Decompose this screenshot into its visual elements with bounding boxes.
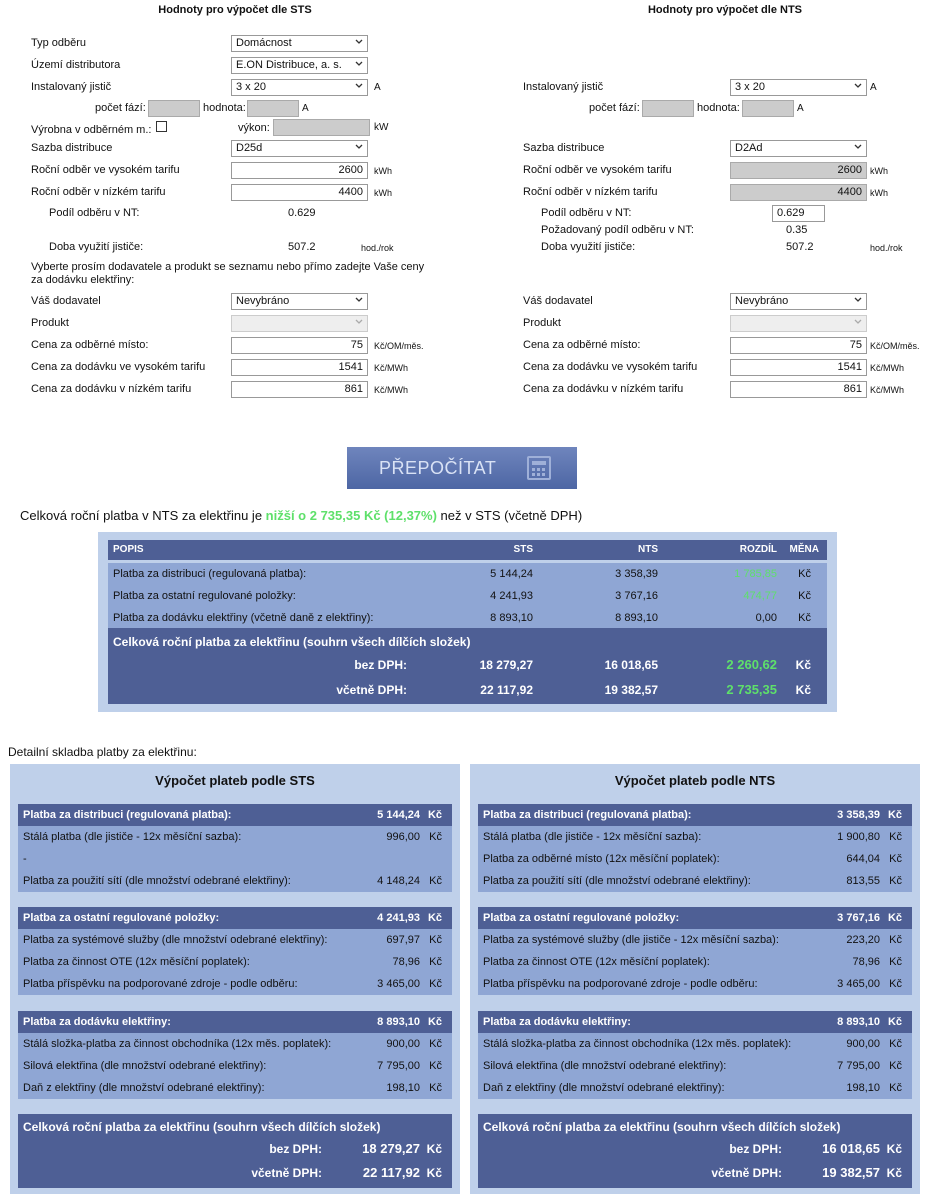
doba-value: 507.2: [288, 241, 316, 253]
summary-header: POPIS STS NTS ROZDÍL MĚNA: [108, 540, 827, 560]
detail-row: Daň z elektřiny (dle množství odebrané elektřiny): 198,10 Kč: [478, 1077, 912, 1099]
nt-label: Roční odběr v nízkém tarifu: [31, 186, 166, 198]
nts-detail-panel: [470, 764, 920, 1194]
nts-cena-vt-unit: Kč/MWh: [870, 363, 905, 373]
nts-jistic-unit: A: [870, 82, 877, 93]
nts-cena-om-unit: Kč/OM/měs.: [870, 341, 920, 351]
nts-hodnota-input[interactable]: [742, 100, 794, 117]
produkt-select[interactable]: [231, 315, 368, 332]
nts-doba-label: Doba využití jističe:: [541, 241, 636, 253]
cena-vt-unit: Kč/MWh: [374, 363, 409, 373]
nts-vt-unit: kWh: [870, 166, 888, 176]
chevron-down-icon: [355, 60, 363, 68]
panel-title: Výpočet plateb podle STS: [155, 773, 315, 788]
section-header: Platba za dodávku elektřiny: 8 893,10 Kč: [18, 1011, 452, 1033]
summary-row: Platba za dodávku elektřiny (včetně daně z elektřiny): 8 893,10 8 893,10 0,00 Kč: [108, 607, 827, 629]
detail-row: Platba příspěvku na podporované zdroje - podle odběru: 3 465,00 Kč: [18, 973, 452, 995]
detail-row: Platba za systémové služby (dle množství odebrané elektřiny): 697,97 Kč: [18, 929, 452, 951]
nts-nt-label: Roční odběr v nízkém tarifu: [523, 186, 658, 198]
nts-pocet-faz-input[interactable]: [642, 100, 694, 117]
vykon-unit: kW: [374, 122, 389, 133]
nts-pozad-value: 0.35: [786, 224, 808, 236]
sazba-select[interactable]: D25d: [231, 140, 368, 157]
section-header: Platba za ostatní regulované položky: 3 767,16 Kč: [478, 907, 912, 929]
prepocitat-label: PŘEPOČÍTAT: [379, 457, 497, 478]
detail-title: Detailní skladba platby za elektřinu:: [8, 745, 197, 759]
nts-cena-nt-label: Cena za dodávku v nízkém tarifu: [523, 383, 684, 395]
nts-dodavatel-select[interactable]: Nevybráno: [730, 293, 867, 310]
section-header: Platba za distribuci (regulovaná platba): 3 358,39 Kč: [478, 804, 912, 826]
sazba-label: Sazba distribuce: [31, 142, 113, 154]
uzemi-label: Území distributora: [31, 59, 121, 71]
produkt-label: Produkt: [31, 317, 69, 329]
nts-cena-nt-input[interactable]: 861: [730, 381, 867, 398]
cena-om-unit: Kč/OM/měs.: [374, 341, 424, 351]
nts-hodnota-label: hodnota:: [697, 102, 740, 114]
panel-title: Výpočet plateb podle NTS: [614, 773, 776, 788]
supplier-note: Vyberte prosím dodavatele a produkt se seznamu nebo přímo zadejte Vaše ceny za dodávku elektřiny:: [31, 261, 425, 286]
nts-dodavatel-label: Váš dodavatel: [523, 295, 593, 307]
section-header: Platba za dodávku elektřiny: 8 893,10 Kč: [478, 1011, 912, 1033]
chevron-down-icon: [355, 318, 363, 326]
detail-row: Stálá složka-platba za činnost obchodníka (12x měs. poplatek): 900,00 Kč: [18, 1033, 452, 1055]
chevron-down-icon: [854, 296, 862, 304]
cena-vt-input[interactable]: 1541: [231, 359, 368, 376]
vt-input[interactable]: 2600: [231, 162, 368, 179]
vyrobna-checkbox[interactable]: [156, 121, 167, 132]
chevron-down-icon: [355, 38, 363, 46]
summary-total: Celková roční platba za elektřinu (souhrn všech dílčích složek) bez DPH: 18 279,27 16 018,65 2 260,62 Kč včetně DPH: 22 117,92 19 382,57 2 735,35 Kč: [108, 628, 827, 704]
nts-pocet-faz-label: počet fází:: [589, 102, 640, 114]
detail-row: Silová elektřina (dle množství odebrané elektřiny): 7 795,00 Kč: [478, 1055, 912, 1077]
hodnota-input[interactable]: [247, 100, 299, 117]
cena-om-label: Cena za odběrné místo:: [31, 339, 149, 351]
summary-table: [98, 532, 837, 712]
vykon-label: výkon:: [238, 122, 270, 134]
nts-cena-om-input[interactable]: 75: [730, 337, 867, 354]
jistic-unit: A: [374, 82, 381, 93]
detail-row: Platba za činnost OTE (12x měsíční poplatek): 78,96 Kč: [478, 951, 912, 973]
sts-header: Hodnoty pro výpočet dle STS: [158, 4, 312, 16]
detail-row: Platba za použití sítí (dle množství odebrané elektřiny): 813,55 Kč: [478, 870, 912, 892]
chevron-down-icon: [355, 82, 363, 90]
section-header: Platba za distribuci (regulovaná platba): 5 144,24 Kč: [18, 804, 452, 826]
detail-row: Stálá platba (dle jističe - 12x měsíční sazba): 996,00 Kč: [18, 826, 452, 848]
dodavatel-label: Váš dodavatel: [31, 295, 101, 307]
vyrobna-label: Výrobna v odběrném m.:: [31, 124, 152, 136]
nt-input[interactable]: 4400: [231, 184, 368, 201]
nts-doba-unit: hod./rok: [870, 243, 903, 253]
detail-row: Platba za použití sítí (dle množství odebrané elektřiny): 4 148,24 Kč: [18, 870, 452, 892]
panel-total: Celková roční platba za elektřinu (souhrn všech dílčích složek) bez DPH: 16 018,65 Kč včetně DPH: 19 382,57 Kč: [478, 1114, 912, 1188]
prepocitat-button[interactable]: [347, 447, 577, 489]
cena-vt-label: Cena za dodávku ve vysokém tarifu: [31, 361, 206, 373]
pocet-faz-label: počet fází:: [95, 102, 146, 114]
hodnota-label: hodnota:: [203, 102, 246, 114]
podil-label: Podíl odběru v NT:: [49, 207, 140, 219]
nts-podil-input[interactable]: 0.629: [772, 205, 825, 222]
nts-produkt-select[interactable]: [730, 315, 867, 332]
vt-label: Roční odběr ve vysokém tarifu: [31, 164, 180, 176]
summary-row: Platba za ostatní regulované položky: 4 241,93 3 767,16 474,77 Kč: [108, 585, 827, 607]
sts-detail-panel: [10, 764, 460, 1194]
detail-row: Silová elektřina (dle množství odebrané elektřiny): 7 795,00 Kč: [18, 1055, 452, 1077]
section-header: Platba za ostatní regulované položky: 4 241,93 Kč: [18, 907, 452, 929]
panel-total: Celková roční platba za elektřinu (souhrn všech dílčích složek) bez DPH: 18 279,27 Kč včetně DPH: 22 117,92 Kč: [18, 1114, 452, 1188]
detail-row: Stálá platba (dle jističe - 12x měsíční sazba): 1 900,80 Kč: [478, 826, 912, 848]
uzemi-select[interactable]: E.ON Distribuce, a. s.: [231, 57, 368, 74]
nts-vt-input[interactable]: 2600: [730, 162, 867, 179]
detail-row: -: [18, 848, 452, 870]
detail-row: Platba příspěvku na podporované zdroje - podle odběru: 3 465,00 Kč: [478, 973, 912, 995]
chevron-down-icon: [355, 296, 363, 304]
chevron-down-icon: [854, 143, 862, 151]
detail-row: Stálá složka-platba za činnost obchodníka (12x měs. poplatek): 900,00 Kč: [478, 1033, 912, 1055]
cena-om-input[interactable]: 75: [231, 337, 368, 354]
chevron-down-icon: [355, 143, 363, 151]
detail-row: Platba za odběrné místo (12x měsíční poplatek): 644,04 Kč: [478, 848, 912, 870]
nts-doba-value: 507.2: [786, 241, 814, 253]
nts-cena-vt-label: Cena za dodávku ve vysokém tarifu: [523, 361, 698, 373]
nts-pozad-label: Požadovaný podíl odběru v NT:: [541, 224, 694, 236]
nts-cena-nt-unit: Kč/MWh: [870, 385, 905, 395]
hodnota-unit: A: [302, 103, 309, 114]
detail-row: Platba za systémové služby (dle jističe - 12x měsíční sazba): 223,20 Kč: [478, 929, 912, 951]
calculator-icon: [527, 456, 551, 480]
result-sentence: Celková roční platba v NTS za elektřinu je nižší o 2 735,35 Kč (12,37%) než v STS (včetně DPH): [20, 508, 583, 523]
nts-cena-vt-input[interactable]: 1541: [730, 359, 867, 376]
cena-nt-input[interactable]: 861: [231, 381, 368, 398]
chevron-down-icon: [854, 82, 862, 90]
nts-header: Hodnoty pro výpočet dle NTS: [647, 4, 802, 16]
cena-nt-unit: Kč/MWh: [374, 385, 409, 395]
nts-sazba-select[interactable]: D2Ad: [730, 140, 867, 157]
doba-label: Doba využití jističe:: [49, 241, 144, 253]
cena-nt-label: Cena za dodávku v nízkém tarifu: [31, 383, 192, 395]
nts-nt-unit: kWh: [870, 188, 888, 198]
nts-hodnota-unit: A: [797, 103, 804, 114]
nts-podil-label: Podíl odběru v NT:: [541, 207, 632, 219]
vykon-input[interactable]: [273, 119, 370, 136]
summary-row: Platba za distribuci (regulovaná platba): 5 144,24 3 358,39 1 785,85 Kč: [108, 563, 827, 585]
nts-jistic-label: Instalovaný jistič: [523, 81, 604, 93]
nts-sazba-label: Sazba distribuce: [523, 142, 605, 154]
chevron-down-icon: [854, 318, 862, 326]
nts-cena-om-label: Cena za odběrné místo:: [523, 339, 641, 351]
pocet-faz-input[interactable]: [148, 100, 200, 117]
detail-row: Daň z elektřiny (dle množství odebrané elektřiny): 198,10 Kč: [18, 1077, 452, 1099]
vt-unit: kWh: [374, 166, 392, 176]
result-highlight: nižší o 2 735,35 Kč (12,37%): [265, 508, 437, 523]
jistic-label: Instalovaný jistič: [31, 81, 112, 93]
nt-unit: kWh: [374, 188, 392, 198]
nts-vt-label: Roční odběr ve vysokém tarifu: [523, 164, 672, 176]
doba-unit: hod./rok: [361, 243, 394, 253]
podil-value: 0.629: [288, 207, 316, 219]
nts-nt-input[interactable]: 4400: [730, 184, 867, 201]
nts-produkt-label: Produkt: [523, 317, 561, 329]
jistic-select[interactable]: 3 x 20: [231, 79, 368, 96]
detail-row: Platba za činnost OTE (12x měsíční poplatek): 78,96 Kč: [18, 951, 452, 973]
typ-odberu-label: Typ odběru: [31, 37, 87, 49]
typ-odberu-select[interactable]: Domácnost: [231, 35, 368, 52]
nts-jistic-select[interactable]: 3 x 20: [730, 79, 867, 96]
dodavatel-select[interactable]: Nevybráno: [231, 293, 368, 310]
